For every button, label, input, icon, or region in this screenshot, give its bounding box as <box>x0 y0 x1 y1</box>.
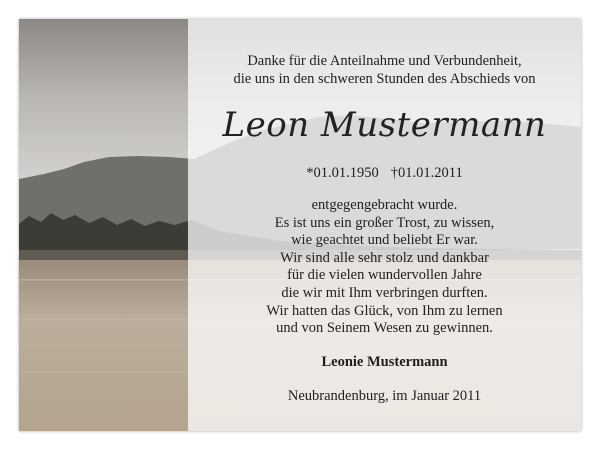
text-panel <box>188 19 581 431</box>
signer-name: Leonie Mustermann <box>321 354 448 370</box>
thanks-line: wie geachtet und beliebt Er war. <box>291 232 478 249</box>
intro-line: Danke für die Anteilnahme und Verbundenheit, <box>247 53 522 69</box>
memorial-card <box>19 19 581 431</box>
thanks-line: Wir sind alle sehr stolz und dankbar <box>280 249 489 266</box>
thanks-text <box>188 197 581 338</box>
thanks-line: entgegengebracht wurde. <box>311 197 458 213</box>
thanks-line: die wir mit Ihm verbringen durften. <box>281 284 488 301</box>
thanks-line: Es ist uns ein großer Trost, zu wissen, <box>274 214 495 231</box>
intro-text <box>188 52 581 88</box>
birth-date: *01.01.1950 <box>306 165 379 181</box>
place-and-date: Neubrandenburg, im Januar 2011 <box>287 388 482 404</box>
thanks-line: Wir hatten das Glück, von Ihm zu lernen <box>266 302 503 319</box>
deceased-name: Leon Mustermann <box>222 105 547 145</box>
thanks-line: und von Seinem Wesen zu gewinnen. <box>276 320 493 337</box>
death-date: †01.01.2011 <box>390 165 463 181</box>
thanks-line: für die vielen wundervollen Jahre <box>287 267 482 284</box>
intro-line: die uns in den schweren Stunden des Abschieds von <box>233 71 536 87</box>
life-dates <box>188 164 581 182</box>
